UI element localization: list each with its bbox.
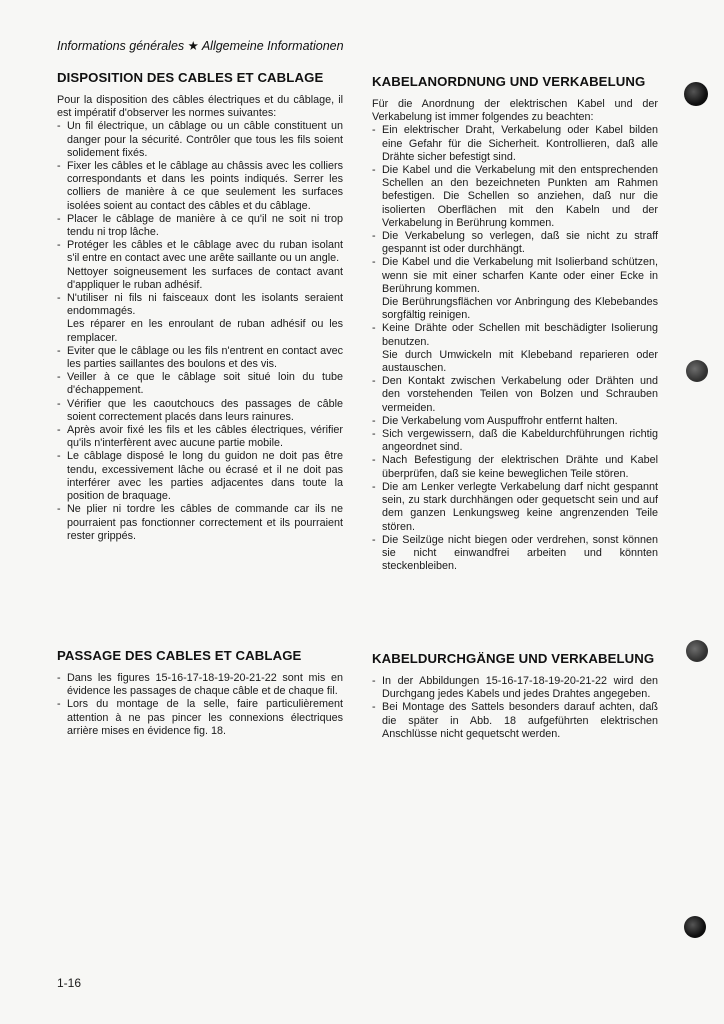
list-item	[372, 481, 658, 534]
list-item-text: - Die Verkabelung so verlegen, daß sie nicht zu straff gespannt ist oder durchhängt.	[382, 230, 658, 256]
list-item	[372, 428, 658, 454]
section1-de	[372, 74, 658, 573]
list-item	[57, 345, 343, 371]
binder-hole-mark	[686, 640, 708, 662]
section1-de-intro: Für die Anordnung der elektrischen Kabel und der Verkabelung ist immer folgendes zu beachten:	[372, 98, 658, 124]
list-item-text: - Eviter que le câblage ou les fils n'entrent en contact avec les parties saillantes des boulons et des vis.	[67, 344, 343, 371]
list-item-note: Sie durch Umwickeln mit Klebeband reparieren oder austauschen.	[382, 348, 658, 375]
binder-hole-mark	[684, 82, 708, 106]
list-item	[57, 120, 343, 160]
binder-hole-mark	[684, 916, 706, 938]
section2-fr	[57, 648, 343, 738]
section2-fr-list	[57, 672, 343, 738]
list-item	[57, 450, 343, 503]
list-item-text: - Sich vergewissern, daß die Kabeldurchführungen richtig angeordnet sind.	[382, 428, 658, 454]
section2-fr-title: PASSAGE DES CABLES ET CABLAGE	[57, 648, 302, 663]
list-item	[372, 322, 658, 375]
section2-de	[372, 651, 658, 741]
list-item-text: - Keine Drähte oder Schellen mit beschädigter Isolierung benutzen.	[382, 322, 658, 348]
binder-hole-mark	[686, 360, 708, 382]
list-item-text: - Dans les figures 15-16-17-18-19-20-21-22 sont mis en évidence les passages de chaque câble et de chaque fil.	[67, 672, 343, 698]
page-number: 1-16	[57, 976, 82, 990]
list-item-note: Nettoyer soigneusement les surfaces de contact avant d'appliquer le ruban adhésif.	[67, 265, 343, 291]
list-item-text: - Die Kabel und die Verkabelung mit Isolierband schützen, wenn sie mit einer scharfen Kante oder einer Ecke in Berührung kommen.	[382, 256, 658, 295]
list-item	[372, 675, 658, 701]
list-item-text: - Die am Lenker verlegte Verkabelung darf nicht gespannt sein, zu stark durchhängen oder gequetscht sein und auf dem ganzen Lenkungsweg keine angrenzenden Teile stören.	[382, 480, 658, 533]
list-item-text: - Après avoir fixé les fils et les câbles électriques, vérifier qu'ils n'interfèrent avec aucune partie mobile.	[67, 424, 343, 450]
list-item-text: - Le câblage disposé le long du guidon ne doit pas être tendu, excessivement lâche ou écrasé et il ne doit pas interférer avec les parties adjacentes dans toute la position de braquage.	[67, 450, 343, 503]
list-item	[57, 672, 343, 698]
list-item	[372, 124, 658, 164]
list-item	[57, 239, 343, 292]
list-item-text: - In der Abbildungen 15-16-17-18-19-20-21-22 wird den Durchgang jedes Kabels und jedes Drahtes angegeben.	[382, 675, 658, 701]
list-item-text: - Veiller à ce que le câblage soit situé loin du tube d'échappement.	[67, 371, 343, 397]
list-item	[372, 375, 658, 415]
list-item-text: - Die Verkabelung vom Auspuffrohr entfernt halten.	[382, 414, 618, 427]
list-item-note: Les réparer en les enroulant de ruban adhésif ou les remplacer.	[67, 318, 343, 344]
list-item-text: - Fixer les câbles et le câblage au châssis avec les colliers correspondants et dans les points indiqués. Serrer les colliers de manière à ce que seulement les surfaces isolées soient au contact des câbles et du câblage.	[67, 160, 343, 212]
section1-fr-intro: Pour la disposition des câbles électriques et du câblage, il est impératif d'observer les normes suivantes:	[57, 94, 343, 120]
list-item-text: - Nach Befestigung der elektrischen Drähte und Kabel überprüfen, daß sie keine beweglichen Teile stören.	[382, 454, 658, 480]
list-item-text: - Bei Montage des Sattels besonders darauf achten, daß die später in Abb. 18 aufgeführten elektrischen Anschlüsse nicht gequetscht werden.	[382, 701, 658, 740]
section1-de-title: KABELANORDNUNG UND VERKABELUNG	[372, 74, 646, 89]
list-item-text: - Protéger les câbles et le câblage avec du ruban isolant s'il entre en contact avec une arête saillante ou un angle.	[67, 239, 343, 265]
list-item	[372, 534, 658, 574]
section1-fr-list	[57, 120, 343, 543]
list-item	[57, 371, 343, 397]
list-item	[372, 701, 658, 741]
section1-fr	[57, 70, 343, 543]
list-item-text: - Ne plier ni tordre les câbles de commande car ils ne pourraient pas fonctionner correctement et ils pourraient rester grippés.	[67, 503, 343, 542]
list-item	[57, 503, 343, 543]
list-item	[57, 424, 343, 450]
list-item	[57, 698, 343, 738]
list-item-text: - Lors du montage de la selle, faire particulièrement attention à ne pas pincer les connexions électriques arrière mises en évidence fig. 18.	[67, 698, 343, 737]
list-item	[57, 160, 343, 213]
list-item	[372, 256, 658, 322]
section2-de-title: KABELDURCHGÄNGE UND VERKABELUNG	[372, 651, 655, 666]
section1-de-list	[372, 124, 658, 573]
list-item	[57, 398, 343, 424]
list-item	[57, 213, 343, 239]
list-item-text: - Ein elektrischer Draht, Verkabelung oder Kabel bilden eine Gefahr für die Sicherheit. Kontrollieren, daß alle Drähte sicher befestigt sind.	[382, 124, 658, 163]
section1-fr-title: DISPOSITION DES CABLES ET CABLAGE	[57, 70, 324, 85]
list-item-note: Die Berührungsflächen vor Anbringung des Klebebandes sorgfältig reinigen.	[382, 296, 658, 322]
list-item-text: - Die Seilzüge nicht biegen oder verdrehen, sonst können sie nicht einwandfrei arbeiten und könnten steckenbleiben.	[382, 533, 658, 573]
list-item	[372, 230, 658, 256]
page-header: Informations générales ★ Allgemeine Informationen	[57, 39, 344, 53]
list-item-text: - Vérifier que les caoutchoucs des passages de câble soient correctement placés dans leurs rainures.	[67, 397, 343, 423]
list-item	[372, 415, 658, 428]
list-item-text: - Den Kontakt zwischen Verkabelung oder Drähten und den vorstehenden Teilen von Bolzen und Schrauben vermeiden.	[382, 375, 658, 414]
list-item	[372, 454, 658, 480]
list-item-text: - Placer le câblage de manière à ce qu'il ne soit ni trop tendu ni trop lâche.	[67, 212, 343, 239]
list-item-text: - Un fil électrique, un câblage ou un câble constituent un danger pour la sécurité. Contrôler que tous les fils soient solidement fixés.	[67, 120, 343, 159]
list-item	[372, 164, 658, 230]
list-item	[57, 292, 343, 345]
list-item-text: - N'utiliser ni fils ni faisceaux dont les isolants seraient endommagés.	[67, 292, 343, 318]
list-item-text: - Die Kabel und die Verkabelung mit den entsprechenden Schellen an den bezeichneten Punkten am Rahmen befestigen. Die Schellen so anziehen, daß nur die isolierten Oberflächen mit den Kabeln und der Verkabelung in Berührung kommen.	[382, 164, 658, 229]
section2-de-list	[372, 675, 658, 741]
